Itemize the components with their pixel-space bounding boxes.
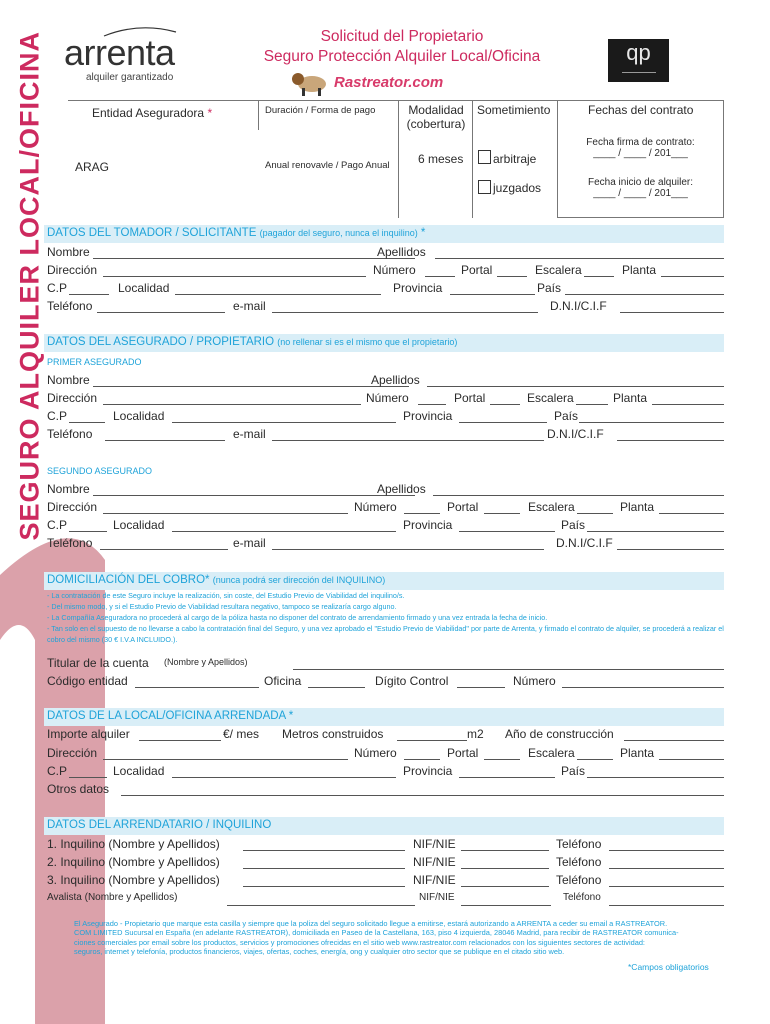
inquilino-2-row[interactable]: 2. Inquilino (Nombre y Apellidos) NIF/NIE Teléfono <box>47 855 724 871</box>
consent-text: El Asegurado - Propietario que marque esta casilla y siempre que la poliza del seguro solicitado llegue a emitirse, estará autorizando a ARRENTA a ceder su email a RASTREATOR. COM LIMITED Sucursal en España (en adelante RASTREATOR), domiciliada en Paseo de la Castellana, 163, piso 4 izquierda, 28046 Madrid, para recibir de RASTREATOR comunica- ciones comerciales por email sobre los productos, servicios y promociones ofrecidas en el sitio web www.rastreator.com relacionados con los siguientes sectores de actividad: seguros, internet y telefonía, productos financieros, viajes, ofertas, coches, energía, ong y cualquier otro sector que se publique en el citado sitio web. <box>74 919 679 956</box>
asegurado-section-header: DATOS DEL ASEGURADO / PROPIETARIO (no rellenar si es el mismo que el propietario) <box>44 334 724 352</box>
asegurado2-row-1[interactable]: Nombre Apellidos <box>47 482 724 498</box>
cobro-note-1: - La contratación de este Seguro incluye la realización, sin coste, del Estudio Previo de Viabilidad del inquilino/s. <box>47 591 405 600</box>
fecha-inicio[interactable]: Fecha inicio de alquiler: ____ / ____ / 201___ <box>587 177 694 199</box>
segundo-asegurado-label: SEGUNDO ASEGURADO <box>47 466 153 476</box>
tomador-row-4[interactable]: Teléfono e-mail D.N.I/C.I.F <box>47 299 724 315</box>
cobro-note-2: - Del mismo modo, y si el Estudio Previo de Viabilidad resultara negativo, tampoco se realizaría cargo alguno. <box>47 602 397 611</box>
cobro-note-5: cobro del mismo (30 € I.V.A INCLUIDO.). <box>47 635 178 644</box>
asegurado1-row-4[interactable]: Teléfono e-mail D.N.I/C.I.F <box>47 427 724 443</box>
asegurado2-row-2[interactable]: Dirección Número Portal Escalera Planta <box>47 500 724 516</box>
tomador-section-header: DATOS DEL TOMADOR / SOLICITANTE (pagador del seguro, nunca el inquilino) * <box>44 225 724 243</box>
header-title: Solicitud del Propietario Seguro Protección Alquiler Local/Oficina <box>263 28 541 65</box>
modalidad-header: Modalidad (cobertura) <box>406 103 466 131</box>
titular-row[interactable]: Titular de la cuenta (Nombre y Apellidos) <box>47 656 724 672</box>
fechas-header: Fechas del contrato <box>588 103 694 117</box>
asegurado1-row-3[interactable]: C.P Localidad Provincia País <box>47 409 724 425</box>
juzgados-checkbox[interactable] <box>478 180 491 194</box>
fecha-firma[interactable]: Fecha firma de contrato: ____ / ____ / 201___ <box>586 137 695 159</box>
duracion-value: Anual renovavle / Pago Anual <box>265 160 390 171</box>
asegurado1-row-2[interactable]: Dirección Número Portal Escalera Planta <box>47 391 724 407</box>
cobro-note-3: - La Compañía Aseguradora no procederá al cargo de la póliza hasta no disponer del contrato de arrendamiento firmado y una vez entrada la fecha de inicio. <box>47 613 548 622</box>
sometimiento-header: Sometimiento <box>477 103 551 117</box>
local-row-4[interactable]: Otros datos <box>47 782 724 798</box>
qp-logo: qp <box>608 39 669 82</box>
asegurado1-row-1[interactable]: Nombre Apellidos <box>47 373 724 389</box>
asegurado2-row-3[interactable]: C.P Localidad Provincia País <box>47 518 724 534</box>
entidad-header: Entidad Aseguradora * <box>92 106 213 120</box>
inquilino-1-row[interactable]: 1. Inquilino (Nombre y Apellidos) NIF/NIE Teléfono <box>47 837 724 853</box>
arbitraje-checkbox[interactable] <box>478 150 491 164</box>
asegurado2-row-4[interactable]: Teléfono e-mail D.N.I/C.I.F <box>47 536 724 552</box>
tomador-row-2[interactable]: Dirección Número Portal Escalera Planta <box>47 263 724 279</box>
side-title: SEGURO ALQUILER LOCAL/OFICINA <box>14 31 45 541</box>
cobro-note-4: - Tan solo en el supuesto de no llevarse a cabo la contratación final del Seguro, y una vez aprobado el "Estudio Previo de Viabilidad" por parte de Arrenta, y firmado el contrato de alquiler, se procederá a realizar el <box>47 624 724 633</box>
tomador-row-3[interactable]: C.P Localidad Provincia País <box>47 281 724 297</box>
duracion-header: Duración / Forma de pago <box>265 105 376 116</box>
required-fields-note: *Campos obligatorios <box>628 962 709 972</box>
tomador-row-1[interactable]: Nombre Apellidos <box>47 245 724 261</box>
rastreator-logo: Rastreator.com <box>290 70 440 96</box>
cuenta-row[interactable]: Código entidad Oficina Dígito Control Número <box>47 674 724 690</box>
juzgados-label: juzgados <box>493 181 542 195</box>
cobro-section-header: DOMICILIACIÓN DEL COBRO* (nunca podrá ser dirección del INQUILINO) <box>44 572 724 590</box>
local-section-header: DATOS DE LA LOCAL/OFICINA ARRENDADA * <box>44 708 724 726</box>
local-row-2[interactable]: Dirección Número Portal Escalera Planta <box>47 746 724 762</box>
dog-icon <box>290 70 332 96</box>
contract-table <box>68 100 724 218</box>
inquilino-3-row[interactable]: 3. Inquilino (Nombre y Apellidos) NIF/NIE Teléfono <box>47 873 724 889</box>
modalidad-value: 6 meses <box>418 152 464 166</box>
arbitraje-label: arbitraje <box>493 152 537 166</box>
local-row-1[interactable]: Importe alquiler €/ mes Metros construidos m2 Año de construcción <box>47 727 724 743</box>
arrenta-logo: arrenta alquiler garantizado <box>64 24 204 86</box>
avalista-row[interactable]: Avalista (Nombre y Apellidos) NIF/NIE Teléfono <box>47 892 724 908</box>
arrendatario-section-header: DATOS DEL ARRENDATARIO / INQUILINO <box>44 817 724 835</box>
local-row-3[interactable]: C.P Localidad Provincia País <box>47 764 724 780</box>
entidad-value: ARAG <box>75 160 110 174</box>
primer-asegurado-label: PRIMER ASEGURADO <box>47 357 142 367</box>
